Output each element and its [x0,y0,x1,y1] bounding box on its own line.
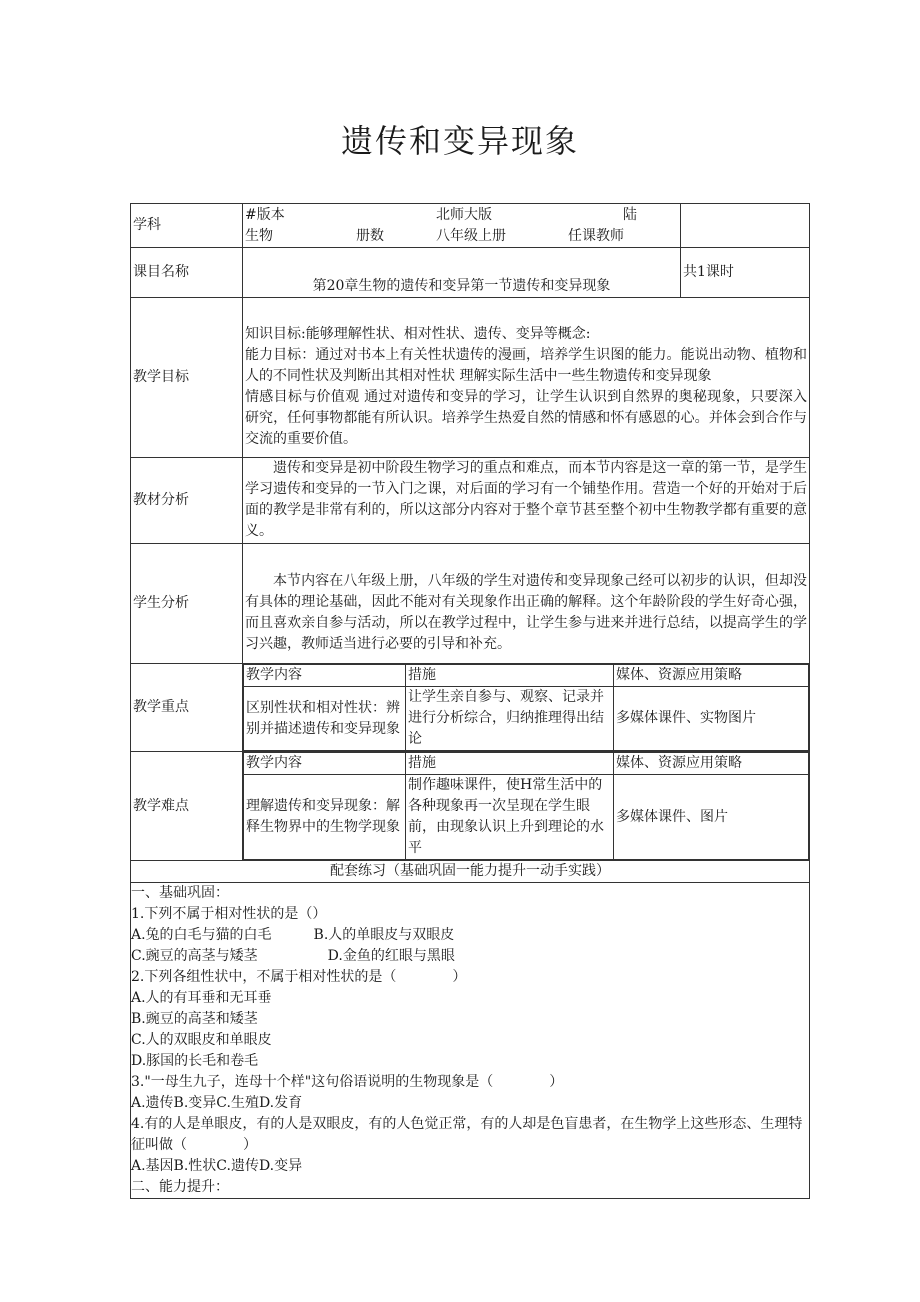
question-3: 3."一母生九子，连母十个样"这句俗语说明的生物现象是（ ） [131,1074,564,1090]
question-2-option-a: A.人的有耳垂和无耳垂 [131,990,272,1006]
difficult-content-header: 教学内容 [244,753,406,775]
students-label-cell [131,544,243,664]
question-1: 1.下列不属于相对性状的是（） [131,906,327,922]
course-value-cell [243,248,681,298]
ability-goal: 能力目标：通过对书本上有关性状遗传的漫画，培养学生识图的能力。能说出动物、植物和人的不同性状及判断出其相对性状 理解实际生活中一些生物遗传和变异现象 [245,347,807,384]
question-2-option-b: B.豌豆的高茎和矮茎 [131,1011,258,1027]
question-3-options: A.遗传B.变异C.生殖D.发育 [131,1095,303,1111]
question-2: 2.下列各组性状中，不属于相对性状的是（ ） [131,969,467,985]
key-content-header: 教学内容 [244,665,406,687]
key-points-cell [243,664,810,752]
teacher-label: 任课教师 [568,228,624,244]
students-label: 学生分析 [133,595,189,611]
difficult-measures-header: 措施 [406,753,614,775]
volume-label: 册数 [356,228,384,244]
difficult-label: 教学难点 [133,797,189,814]
course-hours: 共1课时 [683,264,734,280]
subject-row [131,204,810,248]
lesson-plan-table [130,203,810,1199]
course-row [131,248,810,298]
course-label: 课目名称 [133,264,189,280]
question-1-options-ab: A.兔的白毛与猫的白毛 B.人的单眼皮与双眼皮 [131,927,455,943]
students-text-cell [243,544,810,664]
difficult-content: 理解遗传和变异现象：解释生物界中的生物学现象 [244,775,406,860]
question-4: 4.有的人是单眼皮，有的人是双眼皮，有的人色觉正常，有的人却是色盲患者，在生物学上这些形态、生理特征叫做（ ） [131,1116,803,1153]
difficult-measures: 制作趣味课件，使H常生活中的各种现象再一次呈现在学生眼前，由现象认识上升到理论的水平 [406,775,614,860]
key-points-row [131,664,810,752]
question-4-options: A.基因B.性状C.遗传D.变异 [131,1158,303,1174]
knowledge-goal: 知识目标:能够理解性状、相对性状、遗传、变异等概念: [245,326,591,342]
emotion-goal: 情感目标与价值观 通过对遗传和变异的学习，让学生认识到自然界的奥秘现象，只要深入研究，任何事物都能有所认识。培养学生热爱自然的情感和怀有感恩的心。并体会到合作与交流的重要价值。 [245,389,807,447]
practice-header-row [131,861,810,883]
course-label-cell [131,248,243,298]
edition-label: #版本 [245,207,285,223]
goals-row [131,298,810,458]
subject-value: 生物 [245,228,273,244]
material-row [131,458,810,544]
goals-label-cell [131,298,243,458]
difficult-points-cell [243,752,810,861]
difficult-media: 多媒体课件、图片 [614,775,809,860]
key-label-cell [131,664,243,752]
page-title: 遗传和变异现象 [340,122,579,160]
edition-value: 北师大版 [436,207,492,223]
key-label: 教学重点 [133,699,189,715]
question-2-option-c: C.人的双眼皮和单眼皮 [131,1032,272,1048]
question-2-option-d: D.豚国的长毛和卷毛 [131,1053,259,1069]
goals-text-cell [243,298,810,458]
teacher-name: 陆 [623,207,637,223]
key-measures-header: 措施 [406,665,614,687]
student-analysis-text: 本节内容在八年级上册，八年级的学生对遗传和变异现象己经可以初步的认识，但却没有具体的理论基础，因此不能对有关现象作出正确的解释。这个年龄阶段的学生好奇心强，而且喜欢亲自参与活动，所以在教学过程中，让学生参与进来并进行总结，以提高学生的学习兴趣，教师适当进行必要的引导和补充。 [245,573,807,652]
subject-info-cell [243,204,681,248]
volume-value: 八年级上册 [436,228,506,244]
course-name: 第20章生物的遗传和变异第一节遗传和变异现象 [312,278,611,294]
difficult-points-row [131,752,810,861]
goals-label: 教学目标 [133,369,189,385]
course-hours-cell [681,248,810,298]
key-points-subtable [243,664,809,751]
key-media: 多媒体课件、实物图片 [614,687,809,751]
difficult-points-subtable [243,752,809,860]
practice-row [131,883,810,1199]
section-basic: 一、基础巩固： [131,885,229,901]
material-label: 教材分析 [133,492,189,508]
material-analysis-text: 遗传和变异是初中阶段生物学习的重点和难点，而本节内容是这一章的第一节，是学生学习遗传和变异的一节入门之课，对后面的学习有一个铺垫作用。营造一个好的开始对于后面的教学是非常有利的，所以这部分内容对于整个章节甚至整个初中生物教学都有重要的意义。 [245,460,807,539]
key-measures: 让学生亲自参与、观察、记录并进行分析综合，归纳推理得出结论 [406,687,614,751]
question-1-options-cd: C.豌豆的高茎与矮茎 D.金鱼的红眼与黑眼 [131,948,455,964]
difficult-media-header: 媒体、资源应用策略 [614,753,809,775]
key-media-header: 媒体、资源应用策略 [614,665,809,687]
practice-header: 配套练习（基础巩固一能力提升一动手实践） [131,861,810,883]
difficult-label-cell [131,752,243,861]
key-content: 区别性状和相对性状：辨别并描述遗传和变异现象 [244,687,406,751]
subject-empty-cell [681,204,810,248]
practice-cell [131,883,810,1199]
material-text-cell [243,458,810,544]
material-label-cell [131,458,243,544]
students-row [131,544,810,664]
subject-label-cell [131,204,243,248]
section-ability: 二、能力提升： [131,1179,229,1195]
subject-label: 学科 [133,217,161,233]
